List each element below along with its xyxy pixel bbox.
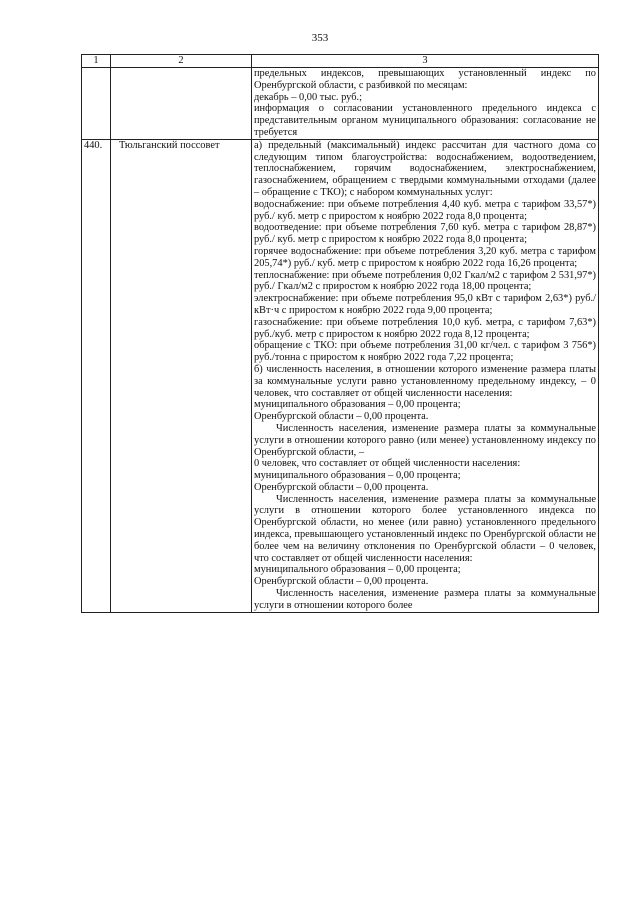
row-name-cell xyxy=(111,68,252,140)
paragraph: Численность населения, изменение размера платы за коммунальные услуги в отношении которого более установленного индекса по Оренбургской области, но менее (или равно) установленного предельного индекса, превышающего установленный индекс по Оренбургской области не более чем на величину отклонения по Оренбургской области – 0 человек, что составляет от общей численности населения: xyxy=(254,493,596,564)
table-row-440 xyxy=(82,139,599,612)
paragraph: Оренбургской области – 0,00 процента. xyxy=(254,411,429,423)
paragraph: а) предельный (максимальный) индекс рассчитан для частного дома со следующим типом благоустройства: водоснабжением, водоотведением, теплоснабжением, горячим водоснабжением, электроснабжением, газоснабжением, обращением с твердыми коммунальными отходами (далее – обращение с ТКО); с набором коммунальных услуг: xyxy=(254,139,596,198)
row-number-cell xyxy=(82,68,111,140)
paragraph: муниципального образования – 0,00 процента; xyxy=(254,564,461,576)
paragraph: Оренбургской области – 0,00 процента. xyxy=(254,576,429,588)
paragraph: предельных индексов, превышающих установленный индекс по Оренбургской области, с разбивкой по месяцам: xyxy=(254,68,596,91)
paragraph: информация о согласовании установленного предельного индекса с представительным органом муниципального образования: согласование не требуется xyxy=(254,103,596,138)
document-table xyxy=(81,54,599,613)
paragraph: Численность населения, изменение размера платы за коммунальные услуги в отношении которого равно (или менее) установленному индексу по Оренбургской области, – xyxy=(254,422,596,458)
paragraph: муниципального образования – 0,00 процента; xyxy=(254,399,461,411)
paragraph: газоснабжение: при объеме потребления 10,0 куб. метра, с тарифом 7,63*) руб./куб. метр с приростом к ноябрю 2022 года 8,12 процента; xyxy=(254,316,596,340)
paragraph: электроснабжение: при объеме потребления 95,0 кВт с тарифом 2,63*) руб./кВт·ч с приростом к ноябрю 2022 года 9,00 процента; xyxy=(254,293,596,316)
paragraph: горячее водоснабжение: при объеме потребления 3,20 куб. метра с тарифом 205,74*) руб./ куб. метр с приростом к ноябрю 2022 года 16,26 процента; xyxy=(254,245,596,269)
paragraph: теплоснабжение: при объеме потребления 0,02 Гкал/м2 с тарифом 2 531,97*) руб./ Гкал/м2 с приростом к ноябрю 2022 года 18,00 процента; xyxy=(254,269,596,293)
paragraph: водоотведение: при объеме потребления 7,60 куб. метра с тарифом 28,87*) руб./ куб. метр с приростом к ноябрю 2022 года 8,0 процента; xyxy=(254,222,596,246)
row-content-cell xyxy=(252,68,599,140)
row-number-cell: 440. xyxy=(82,139,111,612)
settlement-name: Тюльганский поссовет xyxy=(119,139,220,151)
paragraph: 0 человек, что составляет от общей численности населения: xyxy=(254,458,521,470)
page-number: 353 xyxy=(311,32,329,44)
row-content-cell xyxy=(252,139,599,612)
table-row-continued xyxy=(82,68,599,140)
paragraph: декабрь – 0,00 тыс. руб.; xyxy=(254,91,363,103)
paragraph: Оренбургской области – 0,00 процента. xyxy=(254,481,429,493)
paragraph: водоснабжение: при объеме потребления 4,40 куб. метра с тарифом 33,57*) руб./ куб. метр с приростом к ноябрю 2022 года 8,0 процента; xyxy=(254,198,596,222)
header-col-2: 2 xyxy=(111,55,252,68)
row-name-cell xyxy=(111,139,252,612)
paragraph: муниципального образования – 0,00 процента; xyxy=(254,470,461,482)
paragraph: Численность населения, изменение размера платы за коммунальные услуги в отношении которого более xyxy=(254,588,596,611)
paragraph: обращение с ТКО: при объеме потребления 31,00 кг/чел. с тарифом 3 756*) руб./тонна с приростом к ноябрю 2022 года 7,22 процента; xyxy=(254,340,596,364)
header-col-1: 1 xyxy=(82,55,111,68)
header-col-3: 3 xyxy=(252,55,599,68)
paragraph: б) численность населения, в отношении которого изменение размера платы за коммунальные услуги равно установленному предельному индексу, – 0 человек, что составляет от общей численности населения: xyxy=(254,363,596,399)
table-header-row xyxy=(82,55,599,68)
